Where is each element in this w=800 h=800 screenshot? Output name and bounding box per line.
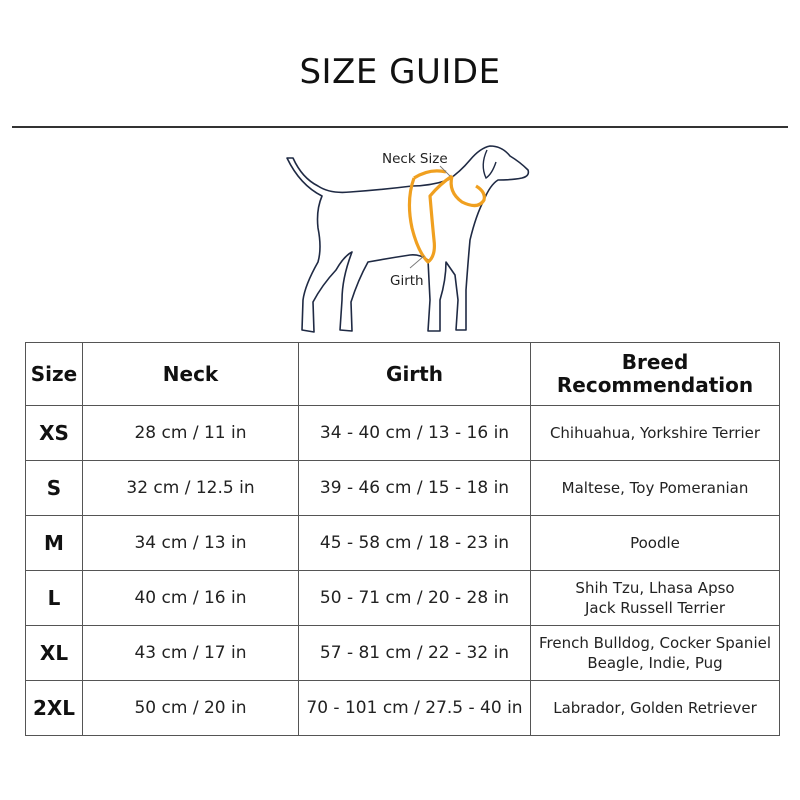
girth-pointer — [410, 256, 424, 268]
header-breed-line2: Recommendation — [556, 373, 754, 397]
table-row — [26, 571, 780, 626]
neck-size-label: Neck Size — [382, 151, 448, 167]
breed-line: Labrador, Golden Retriever — [553, 699, 757, 717]
breed-cell — [531, 571, 780, 626]
girth-cell: 39 - 46 cm / 15 - 18 in — [299, 461, 531, 516]
table-row — [26, 681, 780, 736]
table-row — [26, 461, 780, 516]
header-neck: Neck — [83, 343, 299, 406]
neck-cell: 34 cm / 13 in — [83, 516, 299, 571]
size-cell: 2XL — [26, 681, 83, 736]
header-breed-line1: Breed — [621, 350, 689, 374]
size-cell: XS — [26, 406, 83, 461]
page-title: SIZE GUIDE — [299, 52, 501, 92]
breed-line: Beagle, Indie, Pug — [587, 654, 723, 672]
table-row — [26, 406, 780, 461]
neck-cell: 28 cm / 11 in — [83, 406, 299, 461]
girth-label: Girth — [390, 273, 424, 289]
breed-cell — [531, 626, 780, 681]
size-table — [25, 342, 780, 736]
header-girth: Girth — [299, 343, 531, 406]
neck-cell: 43 cm / 17 in — [83, 626, 299, 681]
header-size: Size — [26, 343, 83, 406]
girth-strap — [409, 176, 452, 262]
neck-cell: 50 cm / 20 in — [83, 681, 299, 736]
dog-ear — [483, 150, 496, 178]
breed-cell — [531, 681, 780, 736]
table-row — [26, 516, 780, 571]
harness-top — [414, 171, 446, 178]
table-row — [26, 626, 780, 681]
girth-cell: 34 - 40 cm / 13 - 16 in — [299, 406, 531, 461]
girth-cell: 45 - 58 cm / 18 - 23 in — [299, 516, 531, 571]
size-cell: M — [26, 516, 83, 571]
size-cell: L — [26, 571, 83, 626]
breed-line: Jack Russell Terrier — [584, 599, 725, 617]
size-cell: XL — [26, 626, 83, 681]
breed-cell — [531, 461, 780, 516]
girth-cell: 57 - 81 cm / 22 - 32 in — [299, 626, 531, 681]
size-cell: S — [26, 461, 83, 516]
breed-cell — [531, 516, 780, 571]
dog-measurement-diagram — [270, 138, 540, 343]
breed-line: French Bulldog, Cocker Spaniel — [538, 634, 772, 652]
header-breed — [531, 343, 780, 406]
table-header-row — [26, 343, 780, 406]
girth-cell: 70 - 101 cm / 27.5 - 40 in — [299, 681, 531, 736]
breed-line: Shih Tzu, Lhasa Apso — [575, 579, 735, 597]
breed-line: Maltese, Toy Pomeranian — [561, 479, 749, 497]
dog-outline — [287, 146, 528, 332]
breed-cell — [531, 406, 780, 461]
neck-cell: 32 cm / 12.5 in — [83, 461, 299, 516]
title-divider — [12, 126, 788, 128]
neck-strap — [451, 176, 484, 206]
neck-cell: 40 cm / 16 in — [83, 571, 299, 626]
breed-line: Chihuahua, Yorkshire Terrier — [549, 424, 761, 442]
girth-cell: 50 - 71 cm / 20 - 28 in — [299, 571, 531, 626]
breed-line: Poodle — [630, 534, 680, 552]
